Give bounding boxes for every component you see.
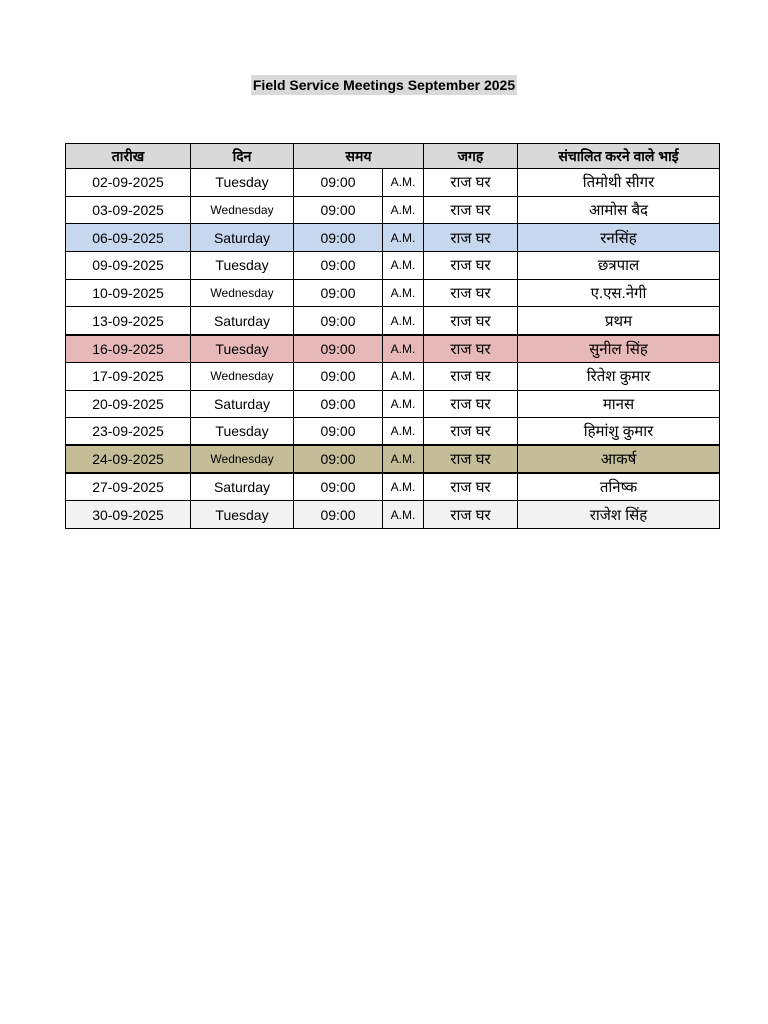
date-cell: 09-09-2025 [66,252,191,280]
day-cell: Saturday [191,307,294,335]
table-row [66,445,720,473]
header-conductor: संचालित करने वाले भाई [518,144,720,169]
date-cell: 30-09-2025 [66,501,191,529]
conductor-cell: प्रथम [518,307,720,335]
ampm-cell: A.M. [383,335,424,363]
time-cell: 09:00 [294,390,383,418]
date-cell: 06-09-2025 [66,224,191,252]
schedule-body [66,169,720,529]
time-cell: 09:00 [294,279,383,307]
conductor-cell: आमोस बैद [518,196,720,224]
day-cell: Tuesday [191,418,294,446]
day-cell: Tuesday [191,169,294,197]
day-cell: Tuesday [191,335,294,363]
time-cell: 09:00 [294,445,383,473]
place-cell: राज घर [424,390,518,418]
table-row [66,390,720,418]
header-place: जगह [424,144,518,169]
day-cell: Wednesday [191,362,294,390]
day-cell: Tuesday [191,252,294,280]
place-cell: राज घर [424,362,518,390]
header-time: समय [294,144,424,169]
time-cell: 09:00 [294,501,383,529]
day-cell: Wednesday [191,279,294,307]
conductor-cell: राजेश सिंह [518,501,720,529]
place-cell: राज घर [424,473,518,501]
day-cell: Saturday [191,473,294,501]
table-row [66,501,720,529]
date-cell: 24-09-2025 [66,445,191,473]
table-row [66,196,720,224]
date-cell: 23-09-2025 [66,418,191,446]
place-cell: राज घर [424,224,518,252]
time-cell: 09:00 [294,335,383,363]
place-cell: राज घर [424,169,518,197]
table-row [66,224,720,252]
conductor-cell: तिमोथी सीगर [518,169,720,197]
date-cell: 10-09-2025 [66,279,191,307]
table-row [66,362,720,390]
day-cell: Wednesday [191,445,294,473]
place-cell: राज घर [424,418,518,446]
time-cell: 09:00 [294,196,383,224]
ampm-cell: A.M. [383,445,424,473]
place-cell: राज घर [424,335,518,363]
time-cell: 09:00 [294,169,383,197]
day-cell: Saturday [191,224,294,252]
conductor-cell: तनिष्क [518,473,720,501]
conductor-cell: हिमांशु कुमार [518,418,720,446]
ampm-cell: A.M. [383,362,424,390]
date-cell: 03-09-2025 [66,196,191,224]
time-cell: 09:00 [294,252,383,280]
ampm-cell: A.M. [383,252,424,280]
table-row [66,279,720,307]
ampm-cell: A.M. [383,169,424,197]
ampm-cell: A.M. [383,418,424,446]
table-row [66,473,720,501]
header-day: दिन [191,144,294,169]
table-row [66,169,720,197]
place-cell: राज घर [424,196,518,224]
day-cell: Wednesday [191,196,294,224]
place-cell: राज घर [424,252,518,280]
ampm-cell: A.M. [383,279,424,307]
place-cell: राज घर [424,307,518,335]
day-cell: Tuesday [191,501,294,529]
time-cell: 09:00 [294,362,383,390]
time-cell: 09:00 [294,473,383,501]
time-cell: 09:00 [294,224,383,252]
time-cell: 09:00 [294,307,383,335]
page-title: Field Service Meetings September 2025 [252,77,516,93]
date-cell: 02-09-2025 [66,169,191,197]
place-cell: राज घर [424,279,518,307]
table-row [66,307,720,335]
conductor-cell: रितेश कुमार [518,362,720,390]
conductor-cell: छत्रपाल [518,252,720,280]
place-cell: राज घर [424,501,518,529]
header-row [66,144,720,169]
schedule-table [65,143,720,529]
table-row [66,418,720,446]
day-cell: Saturday [191,390,294,418]
ampm-cell: A.M. [383,224,424,252]
title-wrap [0,75,768,95]
place-cell: राज घर [424,445,518,473]
conductor-cell: मानस [518,390,720,418]
conductor-cell: आकर्ष [518,445,720,473]
date-cell: 13-09-2025 [66,307,191,335]
ampm-cell: A.M. [383,196,424,224]
conductor-cell: रनसिंह [518,224,720,252]
table-row [66,335,720,363]
ampm-cell: A.M. [383,307,424,335]
ampm-cell: A.M. [383,501,424,529]
ampm-cell: A.M. [383,473,424,501]
date-cell: 17-09-2025 [66,362,191,390]
date-cell: 20-09-2025 [66,390,191,418]
ampm-cell: A.M. [383,390,424,418]
table-row [66,252,720,280]
conductor-cell: ए.एस.नेगी [518,279,720,307]
conductor-cell: सुनील सिंह [518,335,720,363]
time-cell: 09:00 [294,418,383,446]
date-cell: 16-09-2025 [66,335,191,363]
header-date: तारीख [66,144,191,169]
date-cell: 27-09-2025 [66,473,191,501]
